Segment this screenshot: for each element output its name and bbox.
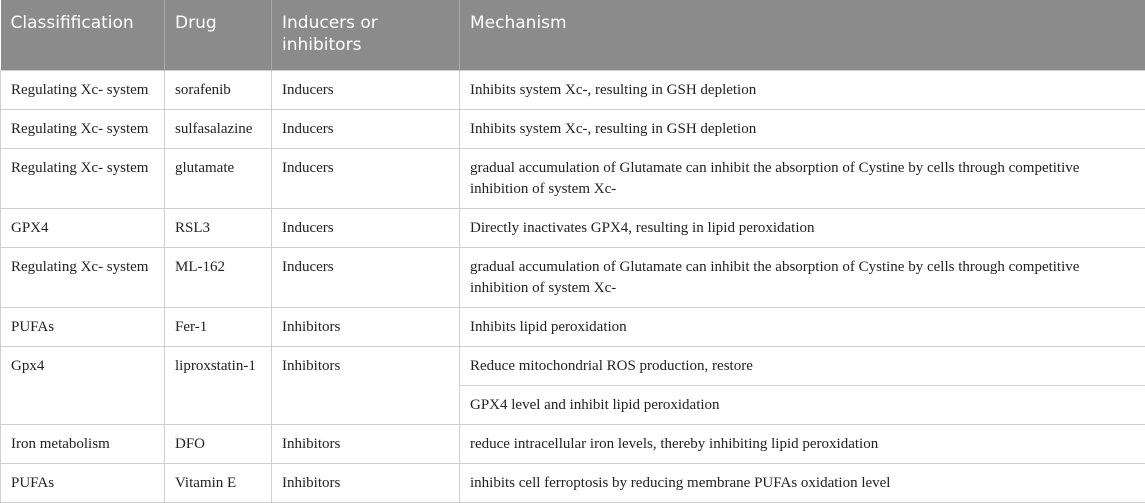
header-inducers-inhibitors: Inducers or inhibitors — [272, 0, 460, 71]
table-row — [1, 248, 1145, 308]
header-mechanism: Mechanism — [460, 0, 1145, 71]
cell-mechanism: gradual accumulation of Glutamate can inhibit the absorption of Cystine by cells through competitive inhibition of system Xc- — [460, 248, 1145, 308]
cell-drug: glutamate — [165, 149, 272, 209]
cell-mechanism: reduce intracellular iron levels, thereby inhibiting lipid peroxidation — [460, 425, 1145, 464]
cell-drug: RSL3 — [165, 209, 272, 248]
header-row — [1, 0, 1145, 71]
table-row — [1, 110, 1145, 149]
cell-mechanism: inhibits cell ferroptosis by reducing membrane PUFAs oxidation level — [460, 464, 1145, 503]
cell-mechanism: Directly inactivates GPX4, resulting in lipid peroxidation — [460, 209, 1145, 248]
cell-classification: Regulating Xc- system — [1, 149, 165, 209]
cell-type: Inducers — [272, 209, 460, 248]
table-row — [1, 308, 1145, 347]
cell-drug: liproxstatin-1 — [165, 347, 272, 425]
cell-type: Inhibitors — [272, 347, 460, 425]
cell-drug: ML-162 — [165, 248, 272, 308]
cell-type: Inhibitors — [272, 308, 460, 347]
table-row — [1, 209, 1145, 248]
table-row — [1, 425, 1145, 464]
cell-classification: GPX4 — [1, 209, 165, 248]
cell-type: Inducers — [272, 110, 460, 149]
cell-drug: sulfasalazine — [165, 110, 272, 149]
table-row — [1, 347, 1145, 386]
cell-mechanism: Inhibits system Xc-, resulting in GSH depletion — [460, 110, 1145, 149]
cell-mechanism: Inhibits system Xc-, resulting in GSH depletion — [460, 71, 1145, 110]
cell-classification: Regulating Xc- system — [1, 71, 165, 110]
cell-drug: Fer-1 — [165, 308, 272, 347]
cell-type: Inducers — [272, 71, 460, 110]
cell-mechanism-continued: GPX4 level and inhibit lipid peroxidation — [460, 386, 1145, 425]
cell-type: Inducers — [272, 248, 460, 308]
cell-drug: Vitamin E — [165, 464, 272, 503]
cell-classification: Regulating Xc- system — [1, 248, 165, 308]
cell-mechanism: gradual accumulation of Glutamate can inhibit the absorption of Cystine by cells through competitive inhibition of system Xc- — [460, 149, 1145, 209]
cell-type: Inhibitors — [272, 425, 460, 464]
cell-drug: sorafenib — [165, 71, 272, 110]
cell-mechanism: Reduce mitochondrial ROS production, restore — [460, 347, 1145, 386]
cell-mechanism: Inhibits lipid peroxidation — [460, 308, 1145, 347]
table-row — [1, 71, 1145, 110]
cell-classification: Gpx4 — [1, 347, 165, 425]
table-row — [1, 149, 1145, 209]
cell-classification: PUFAs — [1, 464, 165, 503]
header-classification: Classifification — [1, 0, 165, 71]
cell-classification: Iron metabolism — [1, 425, 165, 464]
cell-classification: PUFAs — [1, 308, 165, 347]
cell-type: Inducers — [272, 149, 460, 209]
cell-type: Inhibitors — [272, 464, 460, 503]
header-drug: Drug — [165, 0, 272, 71]
cell-drug: DFO — [165, 425, 272, 464]
table-row — [1, 464, 1145, 503]
cell-classification: Regulating Xc- system — [1, 110, 165, 149]
